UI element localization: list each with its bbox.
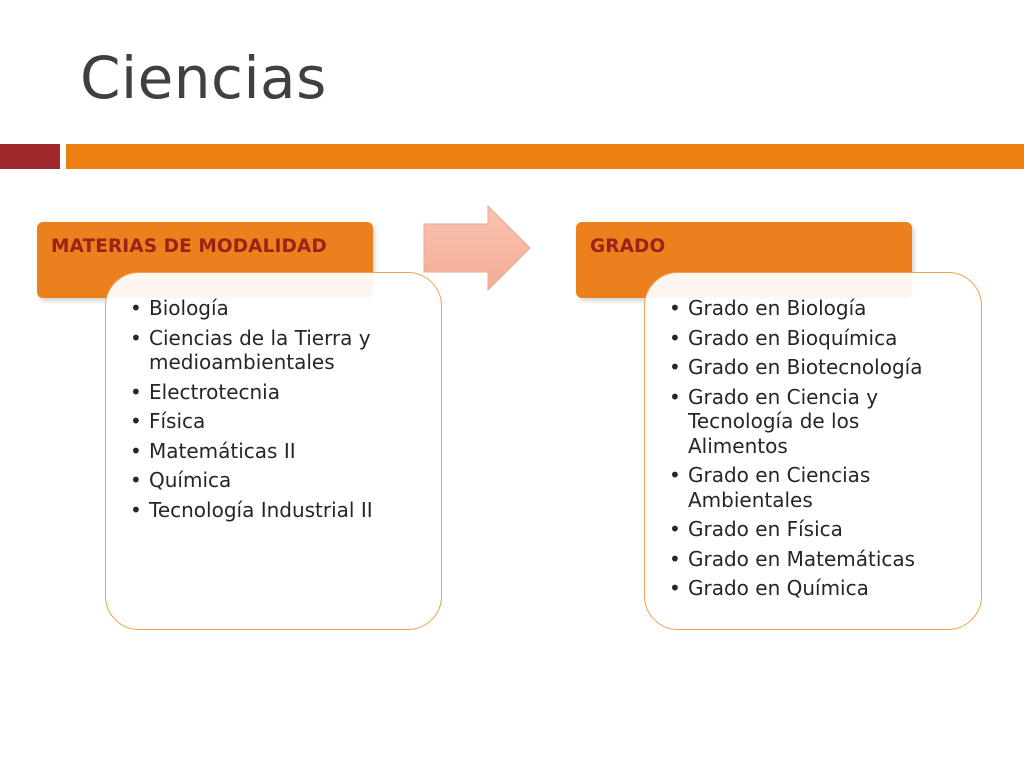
list-item: • Grado en Biología: [669, 296, 969, 321]
list-item: • Grado en Matemáticas: [669, 547, 969, 572]
left-list: [130, 296, 425, 522]
list-item: • Grado en Química: [669, 576, 969, 601]
left-list-box: [105, 272, 442, 630]
list-item: • Grado en Ciencia y Tecnología de los Alimentos: [669, 385, 969, 459]
right-list-box: [644, 272, 982, 630]
left-header-label: MATERIAS DE MODALIDAD: [51, 236, 327, 257]
list-item: • Química: [130, 468, 425, 493]
list-item: • Grado en Biotecnología: [669, 355, 969, 380]
slide-title: Ciencias: [80, 44, 327, 112]
list-item: • Tecnología Industrial II: [130, 498, 425, 523]
right-header-label: GRADO: [590, 236, 666, 257]
list-item: • Física: [130, 409, 425, 434]
list-item: • Biología: [130, 296, 425, 321]
list-item: • Grado en Ciencias Ambientales: [669, 463, 969, 512]
right-list: [669, 296, 969, 601]
list-item: • Electrotecnia: [130, 380, 425, 405]
right-arrow-icon: [422, 205, 534, 293]
list-item: • Grado en Bioquímica: [669, 326, 969, 351]
accent-bar-red: [0, 144, 60, 169]
list-item: • Matemáticas II: [130, 439, 425, 464]
list-item: • Grado en Física: [669, 517, 969, 542]
list-item: • Ciencias de la Tierra y medioambientales: [130, 326, 425, 375]
accent-bar-orange: [66, 144, 1024, 169]
